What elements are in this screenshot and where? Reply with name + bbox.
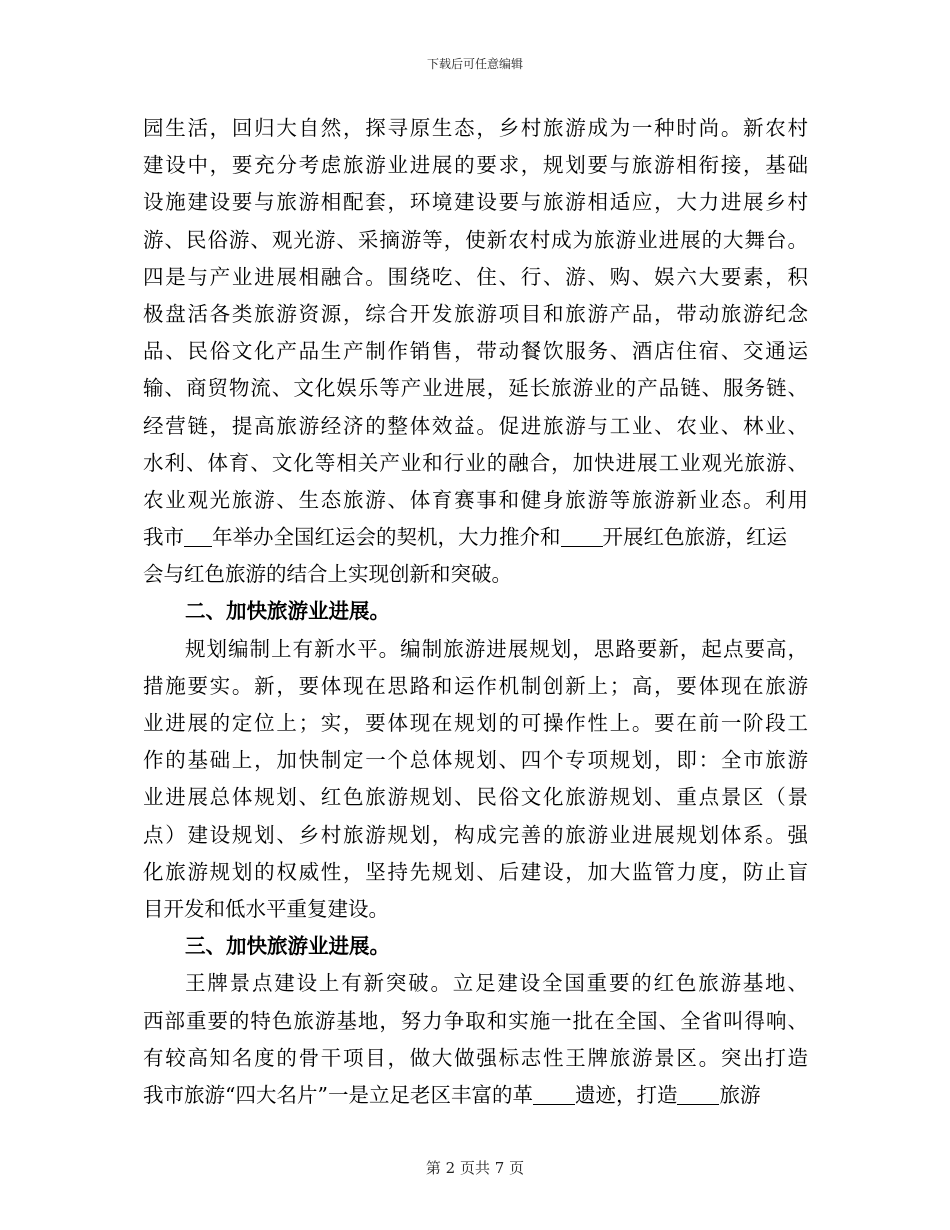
text-line: 水利、体育、文化等相关产业和行业的融合，加快进展工业观光旅游、	[143, 450, 808, 475]
text-line: 园生活，回归大自然，探寻原生态，乡村旅游成为一种时尚。新农村	[143, 116, 808, 140]
text-line-with-blanks	[143, 1077, 808, 1114]
text-segment: 我市旅游“四大名片”一是立足老区丰富的革	[143, 1082, 533, 1107]
text-line: 王牌景点建设上有新突破。立足建设全国重要的红色旅游基地、	[185, 971, 808, 996]
text-segment: 我市	[143, 525, 184, 550]
text-line: 农业观光旅游、生态旅游、体育赛事和健身旅游等旅游新业态。利用	[143, 487, 808, 512]
section-heading: 三、加快旅游业进展。	[185, 934, 390, 959]
section-heading: 二、加快旅游业进展。	[185, 599, 390, 624]
text-line: 业进展总体规划、红色旅游规划、民俗文化旅游规划、重点景区（景	[143, 785, 808, 810]
text-line: 西部重要的特色旅游基地，努力争取和实施一批在全国、全省叫得响、	[143, 1008, 808, 1033]
fill-blank	[184, 524, 212, 547]
text-line: 规划编制上有新水平。编制旅游进展规划，思路要新，起点要高，	[185, 636, 808, 661]
text-line: 游、民俗游、观光游、采摘游等，使新农村成为旅游业进展的大舞台。	[143, 227, 808, 252]
text-segment: 遗迹，打造	[574, 1082, 678, 1107]
text-line: 输、商贸物流、文化娱乐等产业进展，延长旅游业的产品链、服务链、	[143, 376, 808, 401]
text-line: 点）建设规划、乡村旅游规划，构成完善的旅游业进展规划体系。强	[143, 822, 808, 847]
text-line: 设施建设要与旅游相配套，环境建设要与旅游相适应，大力进展乡村	[143, 190, 808, 215]
text-line: 经营链，提高旅游经济的整体效益。促进旅游与工业、农业、林业、	[143, 413, 808, 438]
text-segment: 开展红色旅游，红运	[602, 525, 787, 550]
fill-blank	[533, 1082, 575, 1105]
fill-blank	[561, 524, 603, 547]
text-line: 会与红色旅游的结合上实现创新和突破。	[143, 562, 512, 587]
document-body	[143, 110, 808, 1114]
text-segment: 年举办全国红运会的契机，大力推介和	[212, 525, 561, 550]
text-line: 目开发和低水平重复建设。	[143, 896, 389, 921]
text-line: 四是与产业进展相融合。围绕吃、住、行、游、购、娱六大要素，积	[143, 264, 808, 289]
text-line-with-blanks	[143, 519, 808, 556]
text-line: 业进展的定位上；实，要体现在规划的可操作性上。要在前一阶段工	[143, 711, 808, 735]
text-line: 作的基础上，加快制定一个总体规划、四个专项规划，即：全市旅游	[143, 748, 808, 773]
text-segment: 旅游	[719, 1082, 761, 1107]
text-line: 建设中，要充分考虑旅游业进展的要求，规划要与旅游相衔接，基础	[143, 153, 808, 178]
text-line: 措施要实。新，要体现在思路和运作机制创新上；高，要体现在旅游	[143, 673, 808, 698]
text-line: 品、民俗文化产品生产制作销售，带动餐饮服务、酒店住宿、交通运	[143, 339, 808, 364]
fill-blank	[677, 1082, 719, 1105]
page-footer: 第 2 页共 7 页	[425, 1159, 525, 1177]
text-line: 有较高知名度的骨干项目，做大做强标志性王牌旅游景区。突出打造	[143, 1045, 808, 1070]
text-line: 极盘活各类旅游资源，综合开发旅游项目和旅游产品，带动旅游纪念	[143, 301, 808, 326]
text-line: 化旅游规划的权威性，坚持先规划、后建设，加大监管力度，防止盲	[143, 859, 808, 884]
page-header: 下载后可任意编辑	[426, 57, 523, 71]
